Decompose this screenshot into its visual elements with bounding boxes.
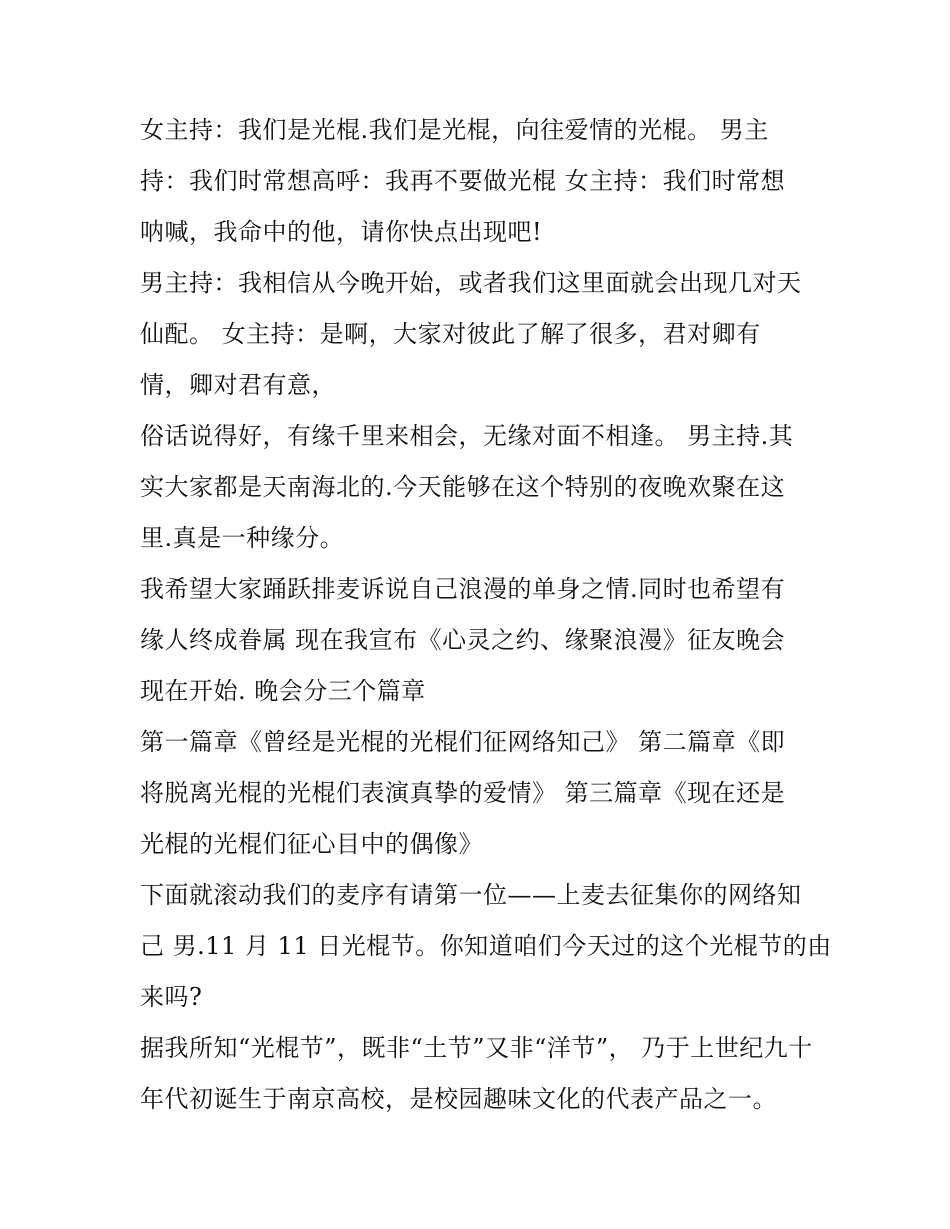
text-line: 缘人终成眷属 现在我宣布《心灵之约、缘聚浪漫》征友晚会 [140, 626, 786, 654]
text-line: 持：我们时常想高呼：我再不要做光棍 女主持：我们时常想 [140, 167, 786, 195]
text-line: 男主持：我相信从今晚开始，或者我们这里面就会出现几对天 [140, 269, 802, 297]
text-line: 下面就滚动我们的麦序有请第一位——上麦去征集你的网络知 [140, 881, 802, 909]
text-line: 呐喊，我命中的他，请你快点出现吧! [140, 218, 543, 246]
text-line: 现在开始. 晚会分三个篇章 [140, 677, 426, 705]
text-line: 女主持：我们是光棍.我们是光棍，向往爱情的光棍。 男主 [140, 116, 769, 144]
text-line: 据我所知“光棍节”，既非“土节”又非“洋节”， 乃于上世纪九十 [140, 1034, 813, 1062]
text-line: 情，卿对君有意， [140, 371, 336, 399]
text-line: 俗话说得好，有缘千里来相会，无缘对面不相逢。 男主持.其 [140, 422, 794, 450]
text-line: 实大家都是天南海北的.今天能够在这个特别的夜晚欢聚在这 [140, 473, 786, 501]
document-body [140, 105, 830, 1125]
text-line: 我希望大家踊跃排麦诉说自己浪漫的单身之情.同时也希望有 [140, 575, 786, 603]
text-line: 光棍的光棍们征心目中的偶像》 [140, 830, 483, 858]
text-line: 将脱离光棍的光棍们表演真挚的爱情》 第三篇章《现在还是 [140, 779, 786, 807]
text-line: 里.真是一种缘分。 [140, 524, 345, 552]
text-line: 仙配。 女主持：是啊，大家对彼此了解了很多，君对卿有 [140, 320, 761, 348]
text-line: 己 男.11 月 11 日光棍节。你知道咱们今天过的这个光棍节的由 [140, 932, 832, 960]
text-line: 来吗? [140, 983, 203, 1011]
text-line: 第一篇章《曾经是光棍的光棍们征网络知己》 第二篇章《即 [140, 728, 786, 756]
text-line: 年代初诞生于南京高校，是校园趣味文化的代表产品之一。 [140, 1085, 777, 1113]
